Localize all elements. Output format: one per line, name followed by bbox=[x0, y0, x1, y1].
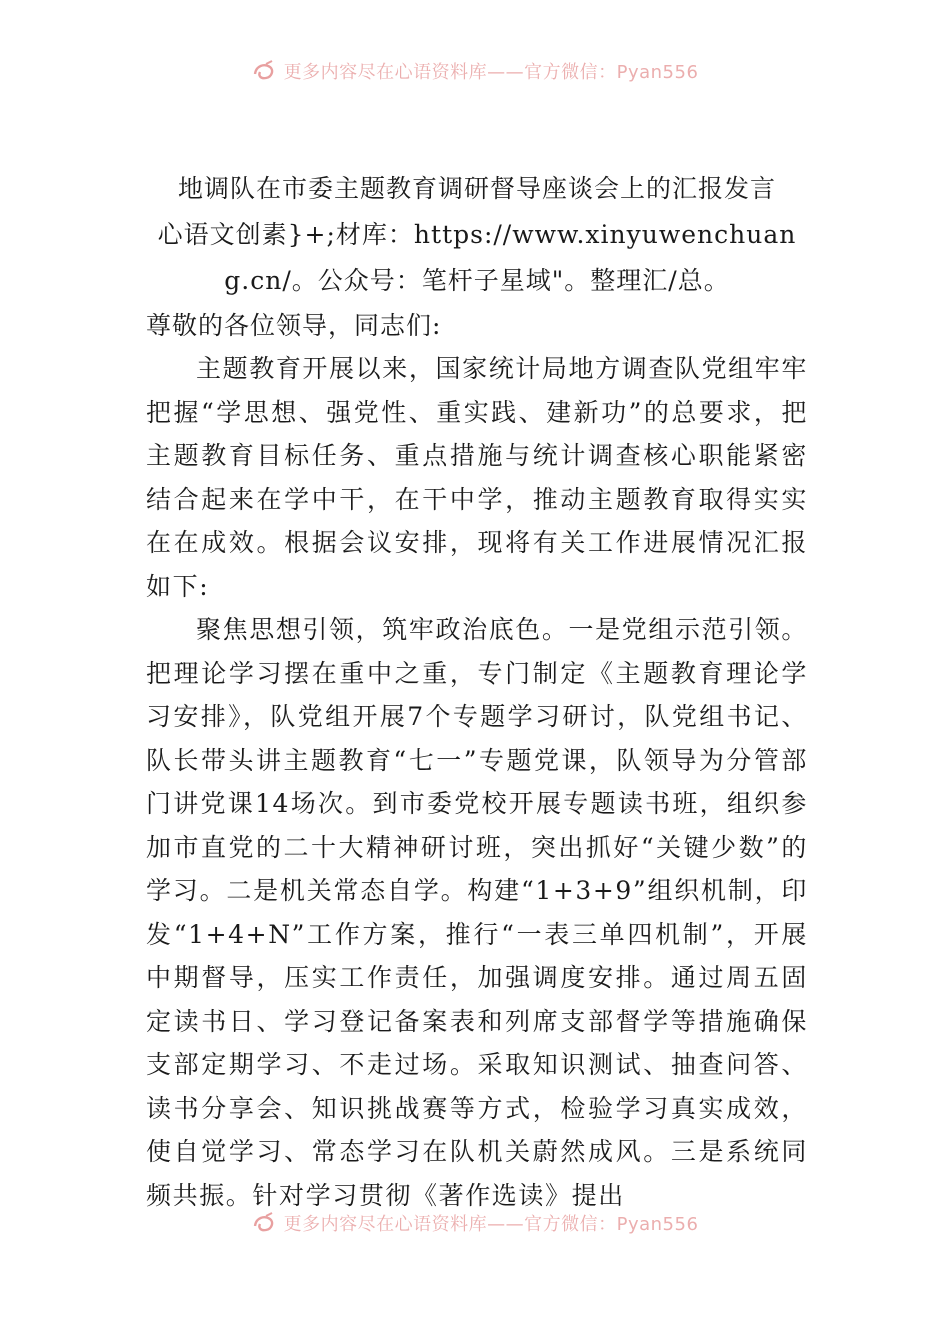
paragraph: 主题教育开展以来，国家统计局地方调查队党组牢牢把握“学思想、强党性、重实践、建新功”的总要求，把主题教育目标任务、重点措施与统计调查核心职能紧密结合起来在学中干，在干中学，推动主题教育取得实实在在成效。根据会议安排，现将有关工作进展情况汇报如下: bbox=[146, 354, 808, 601]
brand-logo-icon bbox=[252, 1212, 278, 1234]
watermark-text: 更多内容尽在心语资料库——官方微信：Pyan556 bbox=[283, 1214, 699, 1235]
watermark-header bbox=[0, 56, 950, 86]
document-source-note: 心语文创素}+;材库：https://www.xinyuwenchuang.cn/。公众号：笔杆子星域"。整理汇/总。 bbox=[157, 220, 797, 295]
brand-logo-icon bbox=[252, 60, 278, 82]
watermark-footer bbox=[0, 1208, 950, 1238]
greeting: 尊敬的各位领导，同志们: bbox=[146, 311, 442, 340]
watermark-text: 更多内容尽在心语资料库——官方微信：Pyan556 bbox=[283, 62, 699, 83]
paragraph: 聚焦思想引领，筑牢政治底色。一是党组示范引领。把理论学习摆在重中之重，专门制定《主题教育理论学习安排》，队党组开展7个专题学习研讨，队党组书记、队长带头讲主题教育“七一”专题党课，队领导为分管部门讲党课14场次。到市委党校开展专题读书班，组织参加市直党的二十大精神研讨班，突出抓好“关键少数”的学习。二是机关常态自学。构建“1+3+9”组织机制，印发“1+4+N”工作方案，推行“一表三单四机制”，开展中期督导，压实工作责任，加强调度安排。通过周五固定读书日、学习登记备案表和列席支部督学等措施确保支部定期学习、不走过场。采取知识测试、抽查问答、读书分享会、知识挑战赛等方式，检验学习真实成效，使自觉学习、常态学习在队机关蔚然成风。三是系统同频共振。针对学习贯彻《著作选读》提出 bbox=[146, 615, 808, 1210]
document-body bbox=[146, 166, 808, 1217]
document-title: 地调队在市委主题教育调研督导座谈会上的汇报发言 bbox=[177, 174, 776, 203]
